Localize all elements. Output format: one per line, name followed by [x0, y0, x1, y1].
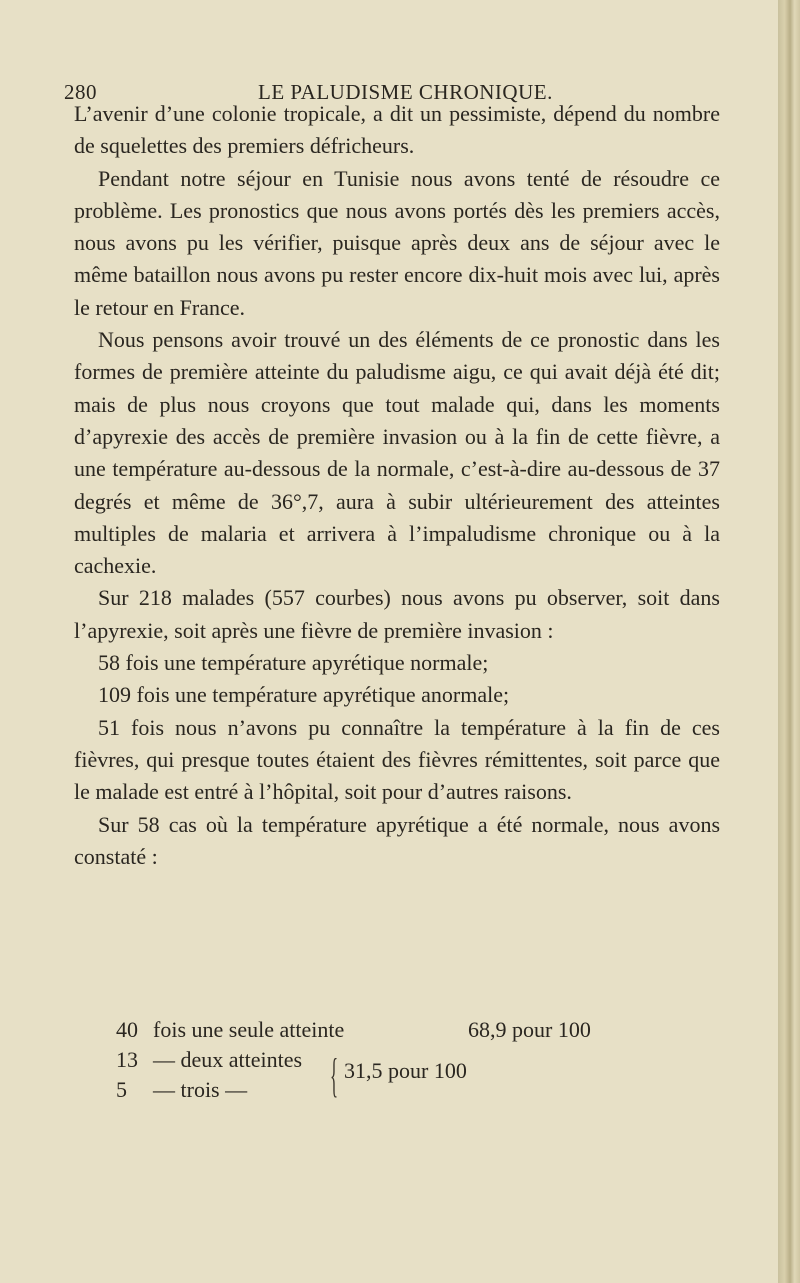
tally-label: — trois — — [153, 1077, 248, 1102]
tally-count: 13 — [116, 1047, 138, 1072]
tally-label: fois une seule atteinte — [153, 1017, 345, 1042]
tally-count: 5 — [116, 1077, 127, 1102]
list-item-normal: 58 fois une température apyrétique normale; — [98, 650, 489, 676]
paragraph-closing: Sur 58 cas où la température apyrétique a été normale, nous avons constaté : — [74, 811, 720, 869]
grouping-brace: { — [330, 1049, 339, 1102]
running-title: LE PALUDISME CHRONIQUE. — [258, 80, 553, 104]
paragraph-observations: Sur 218 malades (557 courbes) nous avons pu observer, soit dans l’apyrexie, soit après une fièvre de première invasion : — [74, 585, 720, 643]
paragraph-pronostic: Nous pensons avoir trouvé un des éléments de ce pronostic dans les formes de première atteinte du paludisme aigu, ce qui avait déjà été dit; mais de plus nous croyons que tout malade qui, dans les moments d’apyrexie des accès de première invasion ou à la fin de cette fièvre, a une température au-dessous de la normale, c’est-à-dire au-dessous de 37 degrés et même de 36°,7, aura à subir ultérieurement des atteintes multiples de malaria et arrivera à l’impaludisme chronique ou à la cachexie. — [74, 327, 720, 579]
paragraph-tunisie: Pendant notre séjour en Tunisie nous avons tenté de résoudre ce problème. Les pronostics que nous avons portés dès les premiers accès, nous avons pu les vérifier, puisque après deux ans de séjour avec le même bataillon nous avons pu rester encore dix-huit mois avec lui, après le retour en France. — [74, 165, 720, 320]
tally-count: 40 — [116, 1017, 138, 1042]
page-number: 280 — [64, 80, 97, 104]
list-item-unknown: 51 fois nous n’avons pu connaître la température à la fin de ces fièvres, qui presque toutes étaient des fièvres rémittentes, soit parce que le malade est entré à l’hôpital, soit pour d’autres raisons. — [74, 714, 720, 805]
tally-row — [116, 1015, 736, 1045]
list-item-anormal: 109 fois une température apyrétique anormale; — [98, 682, 510, 708]
page-edge — [778, 0, 800, 1283]
paragraph-intro: L’avenir d’une colonie tropicale, a dit un pessimiste, dépend du nombre de squelettes des premiers défricheurs. — [74, 101, 720, 159]
group-percent: 31,5 pour 100 — [344, 1058, 467, 1083]
tally-label: — deux atteintes — [153, 1047, 303, 1072]
body-text — [74, 98, 720, 873]
tally-percent: 68,9 pour 100 — [468, 1017, 591, 1042]
